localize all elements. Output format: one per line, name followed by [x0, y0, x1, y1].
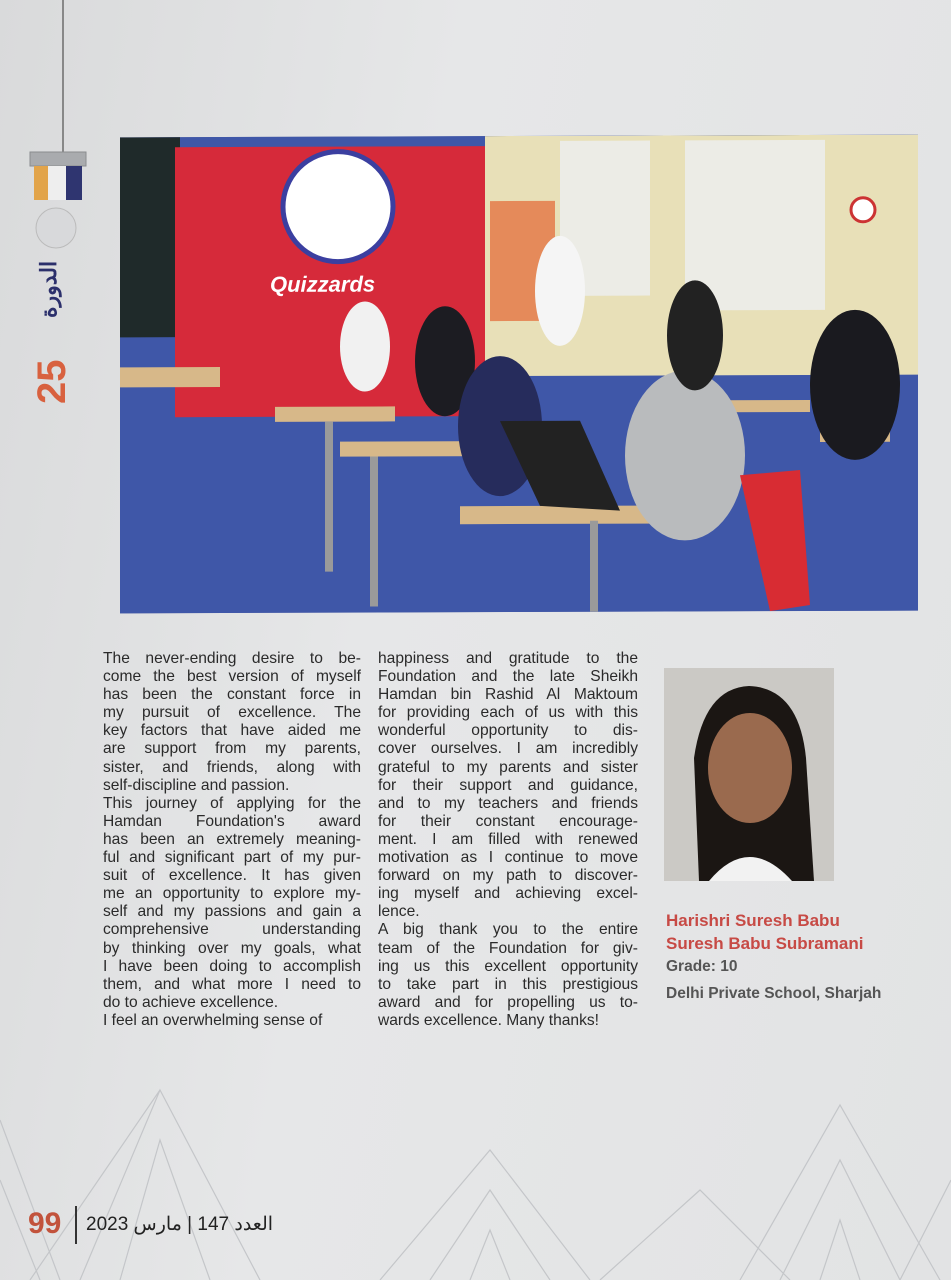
footer-divider [75, 1206, 77, 1244]
article-line: forward on my path to discover- [378, 867, 638, 885]
article-line: key factors that have aided me [103, 722, 361, 740]
geometric-background-pattern [0, 1080, 951, 1280]
article-line: ful and significant part of my pur- [103, 849, 361, 867]
article-column-2 [378, 650, 638, 1030]
article-line: wonderful opportunity to dis- [378, 722, 638, 740]
article-line: sister, and friends, along with [103, 758, 361, 776]
article-line: by thinking over my goals, what [103, 939, 361, 957]
article-line: comprehensive understanding [103, 921, 361, 939]
article-line: come the best version of myself [103, 668, 361, 686]
edition-number: 25 [30, 359, 74, 404]
article-line: team of the Foundation for giv- [378, 939, 638, 957]
article-line: award and for propelling us to- [378, 993, 638, 1011]
article-line: self-discipline and passion. [103, 776, 290, 794]
article-line: Hamdan Foundation's award [103, 812, 361, 830]
article-line: and to my teachers and friends [378, 794, 638, 812]
article-line: ing us this excellent opportunity [378, 957, 638, 975]
article-line: for their constant encourage- [378, 812, 638, 830]
article-line: self and my passions and gain a [103, 903, 361, 921]
article-line: A big thank you to the entire [378, 921, 638, 939]
article-line: has been the constant force in [103, 686, 361, 704]
event-photo [120, 135, 918, 614]
article-line: The never-ending desire to be- [103, 650, 361, 667]
article-line: me an opportunity to explore my- [103, 885, 361, 903]
article-line: lence. [378, 903, 420, 921]
student-name-line-2: Suresh Babu Subramani [666, 934, 864, 953]
student-school: Delhi Private School, Sharjah [666, 985, 882, 1002]
medal-icon [28, 150, 88, 255]
article-line: I have been doing to accomplish [103, 957, 361, 975]
article-line: This journey of applying for the [103, 794, 361, 812]
medal-string [62, 0, 64, 152]
article-line: has been an extremely meaning- [103, 830, 361, 848]
article-line: grateful to my parents and sister [378, 758, 638, 776]
article-column-1 [103, 650, 361, 1030]
article-line: suit of excellence. It has given [103, 867, 361, 885]
article-line: I feel an overwhelming sense of [103, 1011, 323, 1029]
article-line: to take part in this prestigious [378, 975, 638, 993]
article-line: for providing each of us with this [378, 704, 638, 722]
article-line: my pursuit of excellence. The [103, 704, 361, 722]
student-name-line-1: Harishri Suresh Babu [666, 911, 840, 930]
article-line: are support from my parents, [103, 740, 361, 758]
banner-text: Quizzards [270, 271, 376, 297]
page-number: 99 [28, 1207, 62, 1240]
article-line: motivation as I continue to move [378, 849, 638, 867]
article-line: ing myself and achieving excel- [378, 885, 638, 903]
edition-label: الدورة [36, 260, 61, 318]
student-portrait [664, 668, 834, 881]
article-line: happiness and gratitude to the [378, 650, 638, 667]
article-line: cover ourselves. I am incredibly [378, 740, 638, 758]
issue-info: العدد 147 | مارس 2023 [86, 1214, 274, 1235]
article-line: Hamdan bin Rashid Al Maktoum [378, 686, 638, 704]
article-line: them, and what more I need to [103, 975, 361, 993]
student-grade: Grade: 10 [666, 958, 738, 975]
article-line: wards excellence. Many thanks! [378, 1011, 600, 1029]
article-line: do to achieve excellence. [103, 993, 279, 1011]
article-line: Foundation and the late Sheikh [378, 668, 638, 686]
article-line: ment. I am filled with renewed [378, 830, 638, 848]
article-line: for their support and guidance, [378, 776, 638, 794]
